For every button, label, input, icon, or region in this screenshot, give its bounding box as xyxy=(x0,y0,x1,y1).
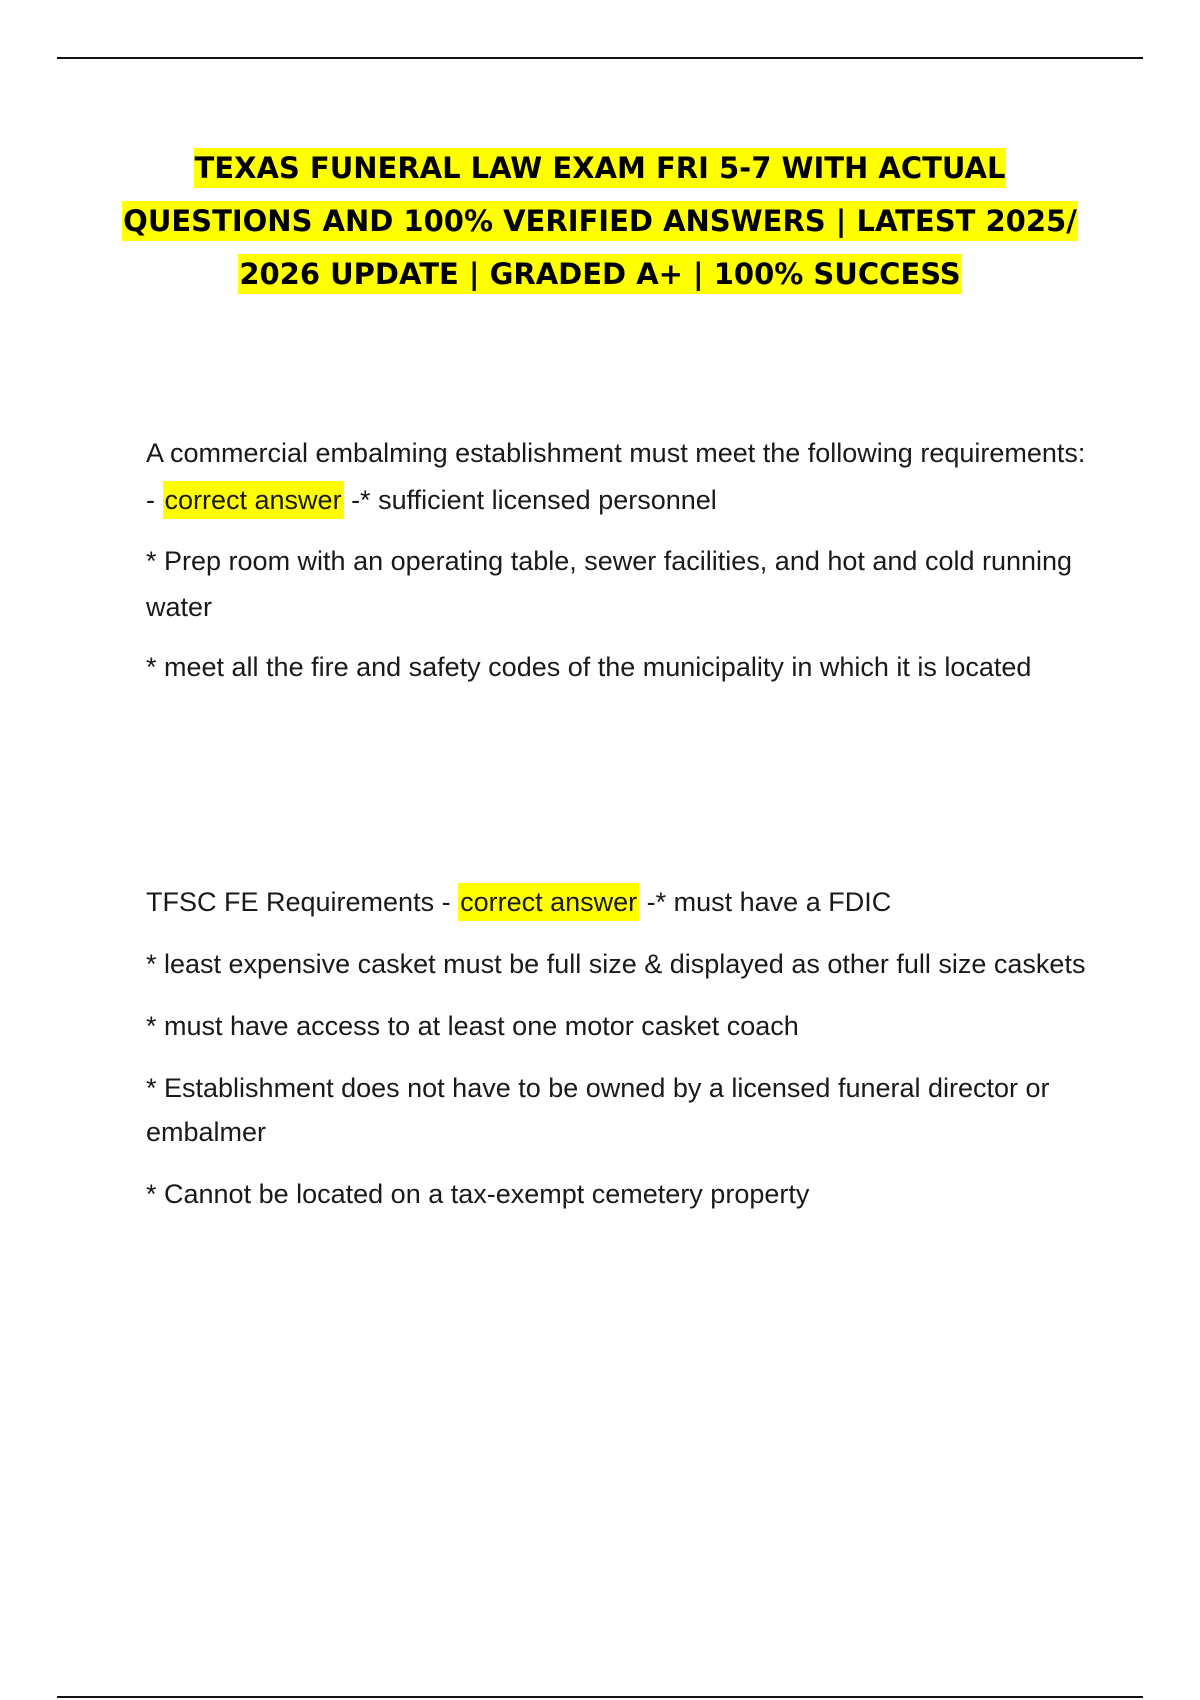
top-rule xyxy=(57,57,1143,59)
question-text xyxy=(146,430,1086,524)
answer-bullet: * meet all the fire and safety codes of the municipality in which it is located xyxy=(146,652,1032,682)
qa-entry-1 xyxy=(146,430,1086,690)
question-prompt: TFSC FE Requirements - xyxy=(146,887,459,917)
question-prompt: A commercial embalming establishment must meet the following requirements: - xyxy=(146,438,1086,515)
correct-answer-label: correct answer xyxy=(458,883,639,921)
title-highlight: TEXAS FUNERAL LAW EXAM FRI 5-7 WITH ACTUAL QUESTIONS AND 100% VERIFIED ANSWERS | LATEST 2025/ 2026 UPDATE | GRADED A+ | 100% SUCCESS xyxy=(122,148,1078,294)
answer-bullet: * must have access to at least one motor casket coach xyxy=(146,1011,799,1041)
question-text xyxy=(146,880,1086,924)
correct-answer-label: correct answer xyxy=(163,481,344,519)
document-title xyxy=(120,142,1080,301)
answer-first-line: -* must have a FDIC xyxy=(639,887,892,917)
answer-bullet: * Establishment does not have to be owned by a licensed funeral director or embalmer xyxy=(146,1073,1050,1147)
answer-bullet: * least expensive casket must be full size & displayed as other full size caskets xyxy=(146,949,1086,979)
answer-bullet: * Cannot be located on a tax-exempt cemetery property xyxy=(146,1179,810,1209)
answer-bullet: * Prep room with an operating table, sewer facilities, and hot and cold running water xyxy=(146,546,1073,622)
qa-entry-2 xyxy=(146,880,1086,1216)
bottom-rule xyxy=(57,1696,1143,1698)
answer-first-line: -* sufficient licensed personnel xyxy=(343,485,717,515)
